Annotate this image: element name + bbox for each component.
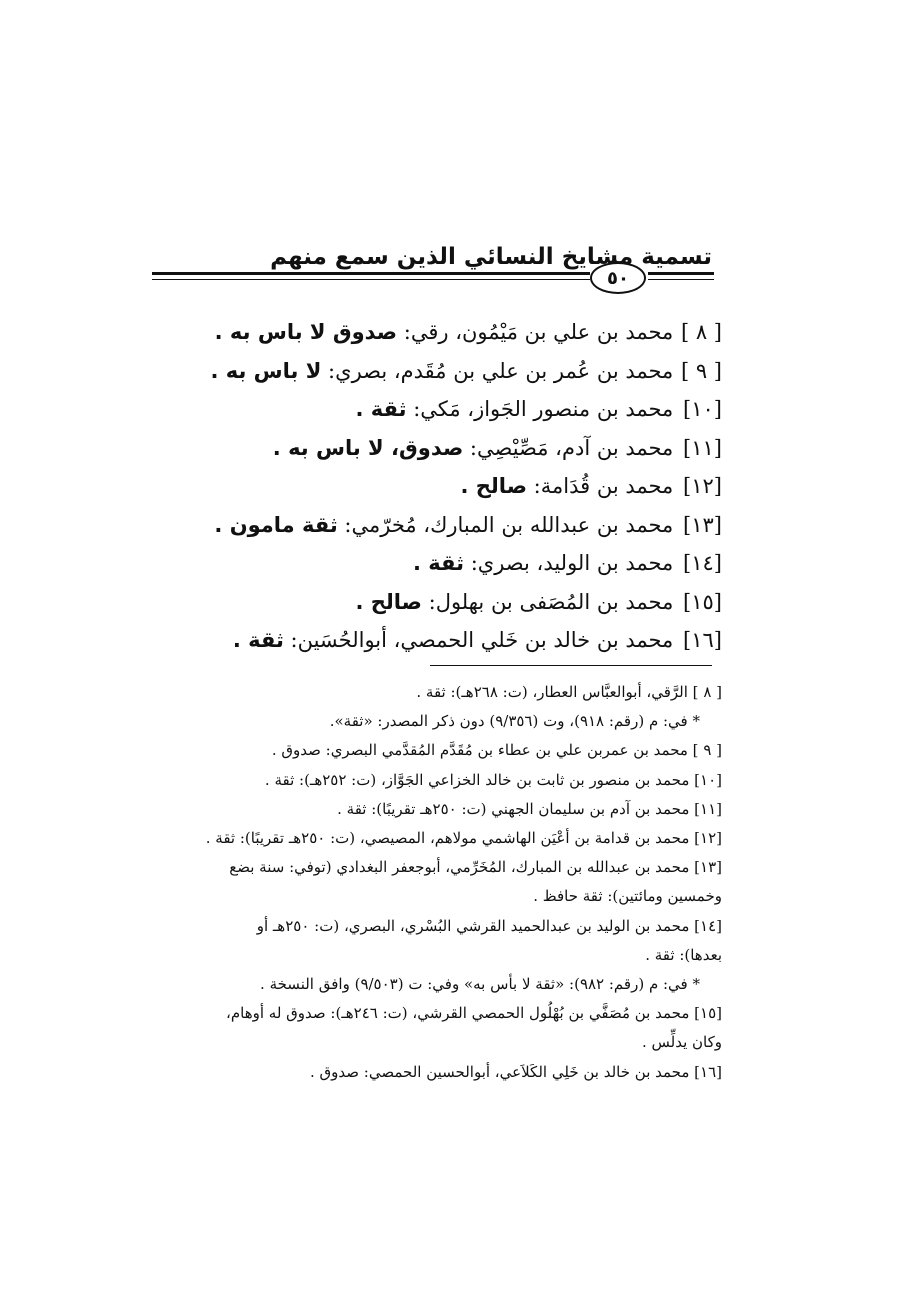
narrator-entry [162,352,722,391]
entry-text: محمد بن المُصَفى بن بهلول: [421,589,674,614]
footnote-line: [١٥] محمد بن مُصَفَّي بن بُهْلُول الحمصي القرشي، (ت: ٢٤٦هـ): صدوق له أوهام، [226,1004,722,1023]
narrator-entry [162,506,722,545]
narrator-entry [162,583,722,622]
entry-text: محمد بن آدم، مَصِّيْصِي: [463,435,674,460]
footnote-line: وخمسين ومائتين): ثقة حافظ . [533,887,722,906]
header-rule [152,279,590,280]
entry-text: محمد بن خالد بن خَلي الحمصي، أبوالحُسَين: [283,628,674,652]
entry-number: [١٦] [683,628,722,652]
footnote-line: [١٣] محمد بن عبدالله بن المبارك، المُخَرِّمي، أبوجعفر البغدادي (توفي: سنة بضع [229,858,722,877]
footnote-line: [١٠] محمد بن منصور بن ثابت بن خالد الخزاعي الجَوَّاز، (ت: ٢٥٢هـ): ثقة . [264,770,722,789]
footnote-separator [430,665,712,666]
footnotes [162,678,722,1087]
entry-text: محمد بن عُمر بن علي بن مُقَدم، بصري: [321,358,674,383]
entry-text: محمد بن عبدالله بن المبارك، مُخرّمي: [337,512,674,537]
entry-verdict: صدوق، لا باس به . [272,435,464,460]
header-rule [648,279,714,280]
entry-number: [١٥] [683,589,722,614]
narrator-entry [162,544,722,583]
entry-text: محمد بن علي بن مَيْمُون، رقي: [397,320,674,344]
entry-text: محمد بن قُدَامة: [527,474,674,498]
footnote-line: [ ٨ ] الرَّقي، أبوالعبَّاس العطار، (ت: ٢٦٨هـ): ثقة . [416,683,722,701]
entry-number: [ ٨ ] [680,320,722,344]
entry-verdict: ثقة . [355,397,407,421]
header-rule [152,272,590,275]
narrator-entry [162,313,722,352]
entry-verdict: صالح . [460,474,527,498]
running-title: تسمية مشايخ النسائي الذين سمع منهم [270,244,712,270]
narrator-entry [162,390,722,429]
footnote-star-note: * في: م (رقم: ٩١٨)، وت (٩/٣٥٦) دون ذكر المصدر: «ثقة». [329,712,700,731]
footnote-line: [ ٩ ] محمد بن عمربن علي بن عطاء بن مُقَدَّم المُقدَّمي البصري: صدوق . [271,741,722,760]
entry-text: محمد بن الوليد، بصري: [464,551,674,575]
entry-verdict: لا باس به . [210,358,322,383]
footnote-line: [١٢] محمد بن قدامة بن أعْيَن الهاشمي مولاهم، المصيصي، (ت: ٢٥٠هـ تقريبًا): ثقة . [205,829,722,848]
footnote-star-note: * في: م (رقم: ٩٨٢): «ثقة لا بأس به» وفي: ت (٩/٥٠٣) وافق النسخة . [260,975,700,994]
entry-number: [١٢] [683,474,722,498]
entry-number: [١٠] [683,397,722,421]
entry-verdict: ثقة مامون . [214,512,338,537]
footnote-line: [١٤] محمد بن الوليد بن عبدالحميد القرشي البُسْري، البصري، (ت: ٢٥٠هـ أو [256,916,722,935]
footnote-line: [١١] محمد بن آدم بن سليمان الجهني (ت: ٢٥٠هـ تقريبًا): ثقة . [337,799,722,818]
narrator-list [162,313,722,660]
entry-number: [١١] [683,435,722,460]
entry-verdict: صالح . [355,589,422,614]
footnote-line: [١٦] محمد بن خالد بن خَلِي الكَلاَعي، أبوالحسين الحمصي: صدوق . [309,1062,722,1081]
narrator-entry [162,429,722,468]
page-number: ٥٠ [590,262,646,294]
entry-verdict: صدوق لا باس به . [214,320,398,344]
entry-number: [١٣] [683,512,722,537]
narrator-entry [162,621,722,660]
footnote-line: وكان يدلِّس . [641,1033,722,1052]
footnote-line: بعدها): ثقة . [645,945,722,964]
entry-text: محمد بن منصور الجَواز، مَكي: [406,397,674,421]
narrator-entry [162,467,722,506]
entry-verdict: ثقة . [232,628,284,652]
header-rule [648,272,714,275]
entry-verdict: ثقة . [413,551,465,575]
entry-number: [ ٩ ] [680,358,722,383]
entry-number: [١٤] [683,551,722,575]
